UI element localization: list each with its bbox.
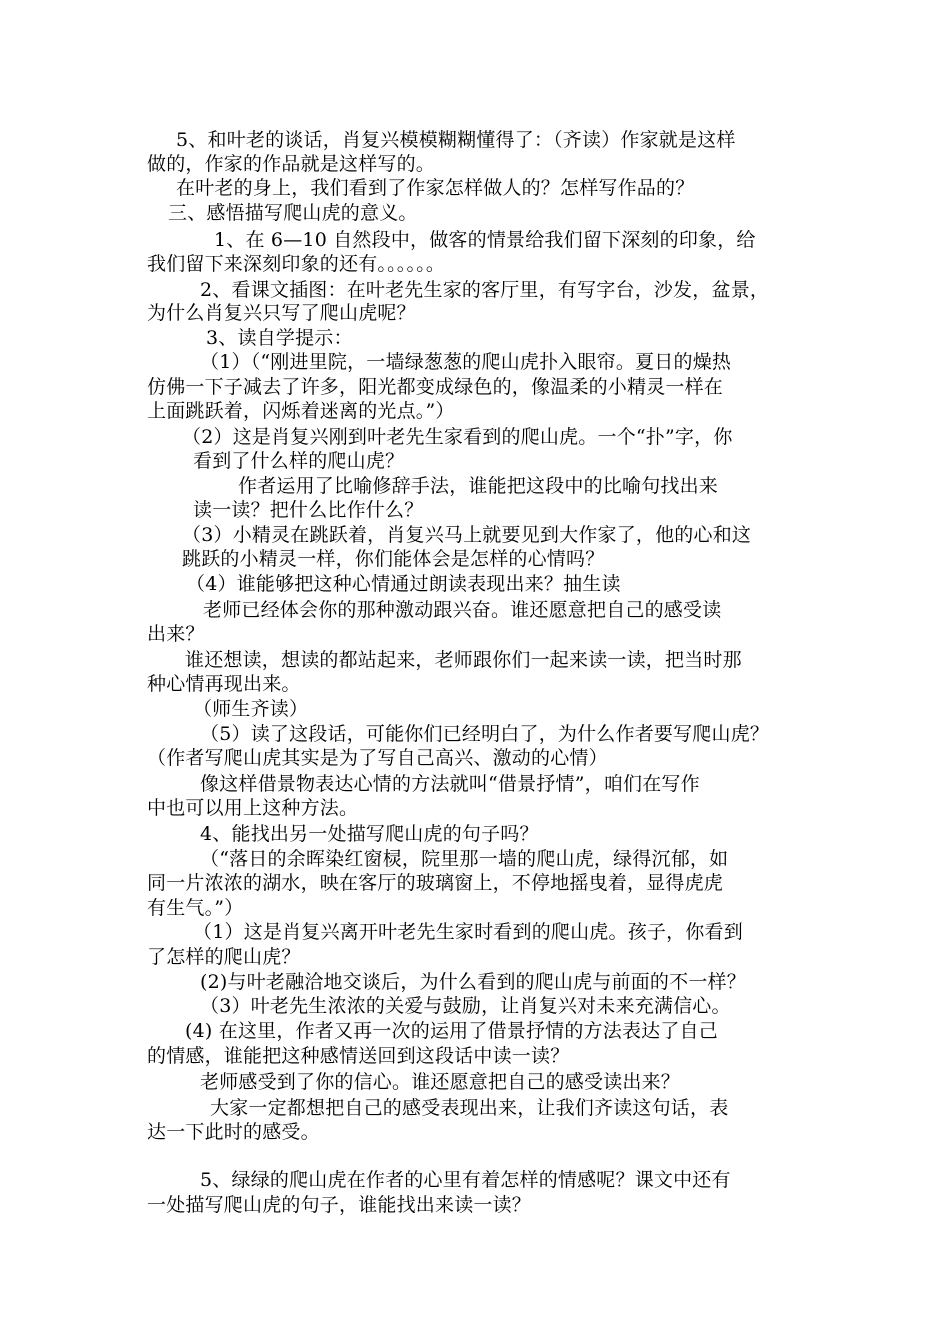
text-line: 的情感，谁能把这种感情送回到这段话中读一读？ bbox=[147, 1045, 570, 1067]
text-line: 我们留下来深刻印象的还有。。。。。。 bbox=[147, 253, 446, 275]
text-line: 5、和叶老的谈话，肖复兴模模糊糊懂得了：（齐读）作家就是这样 bbox=[176, 129, 736, 151]
text-line: （师生齐读） bbox=[193, 698, 309, 720]
text-line: 一处描写爬山虎的句子，谁能找出来读一读？ bbox=[147, 1194, 532, 1216]
text-line: 做的，作家的作品就是这样写的。 bbox=[147, 153, 436, 175]
text-line: (4) 在这里，作者又再一次的运用了借景抒情的方法表达了自己 bbox=[185, 1020, 718, 1042]
text-line: （5）读了这段话，可能你们已经明白了，为什么作者要写爬山虎？ bbox=[200, 723, 770, 745]
text-line: 了怎样的爬山虎？ bbox=[147, 946, 301, 968]
text-line: 3、读自学提示： bbox=[206, 327, 353, 349]
text-line: 老师已经体会你的那种激动跟兴奋。谁还愿意把自己的感受读 bbox=[203, 599, 722, 621]
text-line: 像这样借景物表达心情的方法就叫“借景抒情”，咱们在写作 bbox=[200, 773, 700, 795]
text-line: 5、绿绿的爬山虎在作者的心里有着怎样的情感呢？课文中还有 bbox=[200, 1169, 731, 1191]
text-line: 有生气。”） bbox=[147, 897, 244, 919]
text-line: （4）谁能够把这种心情通过朗读表现出来？抽生读 bbox=[186, 573, 621, 595]
text-line: 谁还想读，想读的都站起来，老师跟你们一起来读一读，把当时那 bbox=[185, 649, 742, 671]
text-line: 看到了什么样的爬山虎？ bbox=[193, 450, 405, 472]
text-line: （“落日的余晖染红窗棂，院里那一墙的爬山虎，绿得沉郁，如 bbox=[200, 848, 729, 870]
text-line: 达一下此时的感受。 bbox=[147, 1121, 320, 1143]
text-line: （1）这是肖复兴离开叶老先生家时看到的爬山虎。孩子，你看到 bbox=[193, 921, 743, 943]
section-heading: 三、感悟描写爬山虎的意义。 bbox=[168, 202, 418, 224]
text-line: （作者写爬山虎其实是为了写自己高兴、激动的心情） bbox=[147, 747, 608, 769]
text-line: 跳跃的小精灵一样，你们能体会是怎样的心情吗？ bbox=[182, 548, 605, 570]
text-line: 老师感受到了你的信心。谁还愿意把自己的感受读出来？ bbox=[200, 1071, 681, 1093]
text-line: 上面跳跃着，闪烁着迷离的光点。”） bbox=[147, 400, 455, 422]
text-line: 在叶老的身上，我们看到了作家怎样做人的？怎样写作品的？ bbox=[176, 177, 695, 199]
text-line: 4、能找出另一处描写爬山虎的句子吗？ bbox=[200, 823, 539, 845]
text-line: 2、看课文插图：在叶老先生家的客厅里，有写字台，沙发，盆景， bbox=[200, 279, 770, 301]
text-line: 出来？ bbox=[147, 623, 205, 645]
text-line: 中也可以用上这种方法。 bbox=[147, 797, 359, 819]
text-line: 仿佛一下子减去了许多，阳光都变成绿色的，像温柔的小精灵一样在 bbox=[147, 376, 724, 398]
text-line: 为什么肖复兴只写了爬山虎呢？ bbox=[147, 302, 416, 324]
text-line: （3）叶老先生浓浓的关爱与鼓励，让肖复兴对未来充满信心。 bbox=[200, 995, 731, 1017]
text-line: 同一片浓浓的湖水，映在客厅的玻璃窗上，不停地摇曳着，显得虎虎 bbox=[147, 872, 724, 894]
text-line: 作者运用了比喻修辞手法，谁能把这段中的比喻句找出来 bbox=[238, 475, 719, 497]
text-line: 1、在 6—10 自然段中，做客的情景给我们留下深刻的印象，给 bbox=[214, 229, 756, 251]
text-line: (2)与叶老融洽地交谈后，为什么看到的爬山虎与前面的不一样？ bbox=[200, 971, 746, 993]
text-line: （2）这是肖复兴刚到叶老先生家看到的爬山虎。一个“扑”字，你 bbox=[182, 426, 733, 448]
text-line: 大家一定都想把自己的感受表现出来，让我们齐读这句话，表 bbox=[210, 1097, 729, 1119]
text-line: 种心情再现出来。 bbox=[147, 673, 301, 695]
text-line: （3）小精灵在跳跃着，肖复兴马上就要见到大作家了，他的心和这 bbox=[182, 524, 752, 546]
text-line: （1）（“刚进里院，一墙绿葱葱的爬山虎扑入眼帘。夏日的燥热 bbox=[200, 351, 732, 373]
text-line: 读一读？把什么比作什么？ bbox=[193, 499, 424, 521]
